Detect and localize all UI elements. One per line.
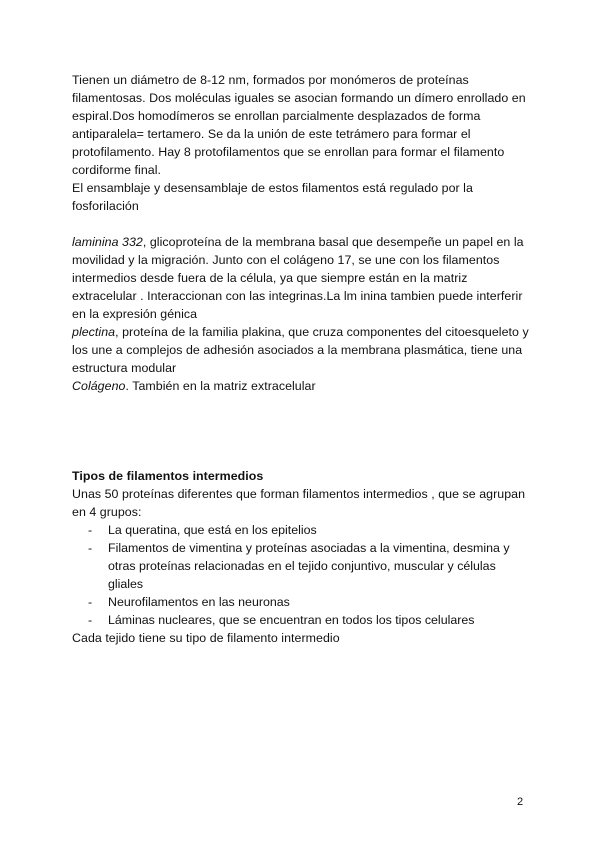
dash-bullet: - — [88, 595, 93, 609]
laminina-description: , glicoproteína de la membrana basal que desempeñe un papel en la movilidad y la migración. Junto con el colágeno 17, se une con los filamentos intermedios desde fuera de la célula, ya que siempre están en la matriz extracelular . Interaccionan con las integrinas.La lm inina tambien puede interferir en la expresión génica — [72, 235, 524, 321]
colageno-description: . También en la matriz extracelular — [125, 379, 316, 393]
paragraph-laminina — [72, 233, 532, 323]
dash-bullet: - — [88, 541, 93, 555]
paragraph-plectina — [72, 323, 532, 377]
groups-list — [72, 521, 532, 629]
list-item: - Neurofilamentos en las neuronas — [88, 595, 290, 609]
dash-bullet: - — [88, 613, 93, 627]
paragraph-colageno — [72, 377, 532, 395]
paragraph-structure: Tienen un diámetro de 8-12 nm, formados por monómeros de proteínas filamentosas. Dos moléculas iguales se asocian formando un dímero enrollado en espiral.Dos homodímeros se enrollan parcialmente desplazados de forma antiparalela= tertamero. Se da la unión de este tetrámero para formar el protofilamento. Hay 8 protofilamentos que se enrollan para formar el filamento cordiforme final. — [72, 73, 526, 177]
term-laminina: laminina 332 — [72, 235, 143, 249]
dash-bullet: - — [88, 523, 93, 537]
list-item: - La queratina, que está en los epitelios — [88, 523, 317, 537]
page-number: 2 — [517, 796, 524, 808]
list-item: - Filamentos de vimentina y proteínas asociadas a la vimentina, desmina y otras proteínas relacionadas en el tejido conjuntivo, muscular y células gliales — [88, 541, 510, 591]
term-plectina: plectina — [72, 325, 116, 339]
section-intro: Unas 50 proteínas diferentes que forman filamentos intermedios , que se agrupan en 4 grupos: — [72, 487, 526, 519]
section-heading: Tipos de filamentos intermedios — [72, 469, 264, 483]
spacer — [72, 395, 532, 467]
list-item: - Láminas nucleares, que se encuentran en todos los tipos celulares — [88, 613, 475, 627]
section-closing: Cada tejido tiene su tipo de filamento intermedio — [72, 631, 340, 645]
term-colageno: Colágeno — [72, 379, 126, 393]
document-body — [72, 71, 532, 647]
paragraph-phosphorylation: El ensamblaje y desensamblaje de estos filamentos está regulado por la fosforilación — [72, 181, 473, 213]
spacer — [72, 215, 532, 233]
plectina-description: , proteína de la familia plakina, que cruza componentes del citoesqueleto y los une a complejos de adhesión asociados a la membrana plasmática, tiene una estructura modular — [72, 325, 529, 375]
